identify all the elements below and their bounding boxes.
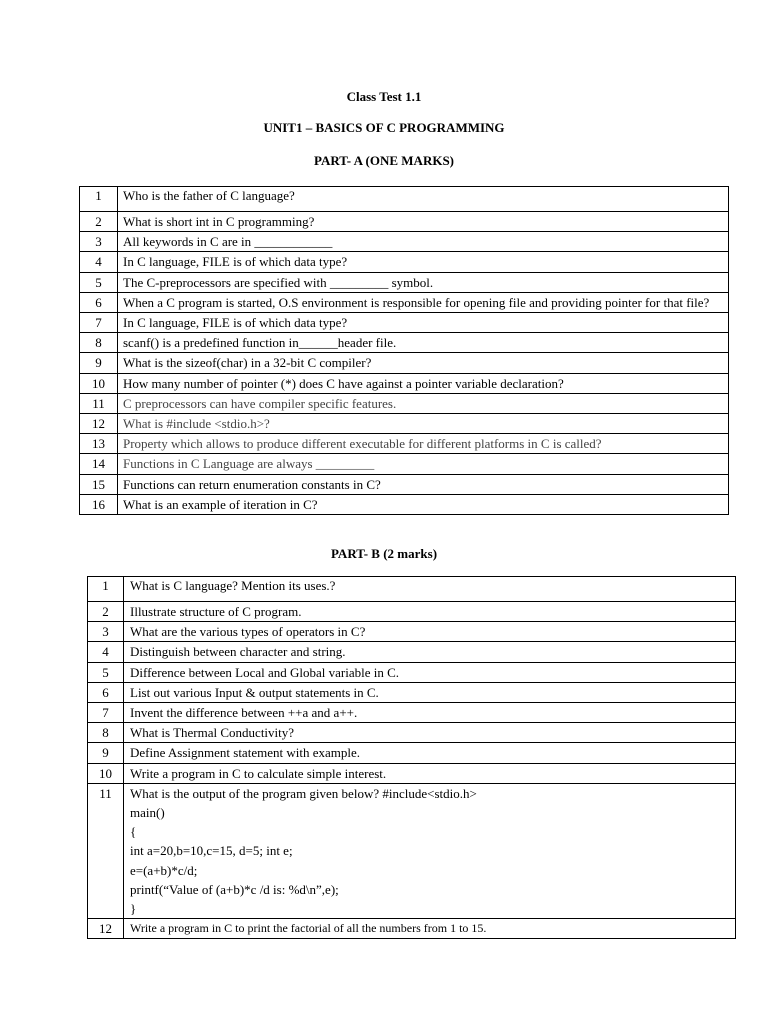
question-text: What is #include <stdio.h>? (118, 414, 729, 434)
table-row (88, 622, 736, 642)
question-number: 15 (80, 474, 118, 494)
table-row (88, 763, 736, 783)
question-number: 12 (80, 414, 118, 434)
question-text: Property which allows to produce different executable for different platforms in C is called? (118, 434, 729, 454)
page-title: Class Test 1.1 (346, 89, 422, 104)
question-text-code (124, 783, 736, 918)
table-row (88, 642, 736, 662)
question-text: C preprocessors can have compiler specific features. (118, 393, 729, 413)
question-text: Functions can return enumeration constants in C? (118, 474, 729, 494)
question-number: 9 (88, 743, 124, 763)
question-number: 7 (80, 313, 118, 333)
question-text: What is C language? Mention its uses.? (124, 577, 736, 602)
table-row (80, 333, 729, 353)
question-number: 12 (88, 919, 124, 939)
table-row (80, 393, 729, 413)
question-number: 5 (88, 662, 124, 682)
question-number: 3 (88, 622, 124, 642)
question-text: The C-preprocessors are specified with _________ symbol. (118, 272, 729, 292)
question-text: Write a program in C to calculate simple interest. (124, 763, 736, 783)
table-row (80, 272, 729, 292)
table-row (80, 232, 729, 252)
question-text: In C language, FILE is of which data type? (118, 252, 729, 272)
table-row (80, 494, 729, 514)
table-row (88, 577, 736, 602)
question-text: Functions in C Language are always _________ (118, 454, 729, 474)
table-row (80, 187, 729, 212)
table-row (88, 703, 736, 723)
part-b-heading: PART- B (2 marks) (330, 546, 438, 561)
question-text: When a C program is started, O.S environment is responsible for opening file and providing pointer for that file? (118, 292, 729, 312)
table-row (80, 454, 729, 474)
question-text: What are the various types of operators in C? (124, 622, 736, 642)
table-row (88, 919, 736, 939)
question-number: 10 (80, 373, 118, 393)
part-b-questions-table (87, 576, 736, 939)
question-text: scanf() is a predefined function in______header file. (118, 333, 729, 353)
code-line: e=(a+b)*c/d; (130, 862, 198, 878)
question-text: List out various Input & output statements in C. (124, 682, 736, 702)
question-number: 10 (88, 763, 124, 783)
question-text: What is short int in C programming? (118, 212, 729, 232)
question-number: 6 (80, 292, 118, 312)
question-text: Define Assignment statement with example. (124, 743, 736, 763)
question-number: 4 (88, 642, 124, 662)
question-number: 16 (80, 494, 118, 514)
code-line: { (130, 824, 137, 840)
question-number: 11 (88, 783, 124, 918)
table-row (88, 743, 736, 763)
table-row (80, 252, 729, 272)
question-text: Illustrate structure of C program. (124, 602, 736, 622)
table-row (80, 434, 729, 454)
question-number: 3 (80, 232, 118, 252)
table-row (80, 212, 729, 232)
question-number: 4 (80, 252, 118, 272)
table-row (80, 414, 729, 434)
question-number: 13 (80, 434, 118, 454)
table-row (88, 783, 736, 918)
code-line: } (130, 901, 137, 917)
question-number: 11 (80, 393, 118, 413)
question-number: 8 (80, 333, 118, 353)
question-line: What is the output of the program given below? #include<stdio.h> (130, 785, 477, 801)
unit-title: UNIT1 – BASICS OF C PROGRAMMING (263, 120, 505, 135)
question-number: 9 (80, 353, 118, 373)
table-row (88, 682, 736, 702)
table-row (80, 292, 729, 312)
part-a-questions-table (79, 186, 729, 515)
question-number: 1 (88, 577, 124, 602)
table-row (88, 602, 736, 622)
code-line: int a=20,b=10,c=15, d=5; int e; (130, 843, 293, 859)
question-text: What is the sizeof(char) in a 32-bit C compiler? (118, 353, 729, 373)
question-text: Difference between Local and Global variable in C. (124, 662, 736, 682)
question-number: 14 (80, 454, 118, 474)
question-text: All keywords in C are in ____________ (118, 232, 729, 252)
question-text: Distinguish between character and string. (124, 642, 736, 662)
table-row (80, 373, 729, 393)
question-number: 2 (80, 212, 118, 232)
question-text: In C language, FILE is of which data type? (118, 313, 729, 333)
question-text: Who is the father of C language? (118, 187, 729, 212)
question-number: 7 (88, 703, 124, 723)
code-line: printf(“Value of (a+b)*c /d is: %d\n”,e); (130, 881, 339, 897)
question-number: 1 (80, 187, 118, 212)
table-row (88, 723, 736, 743)
part-a-heading: PART- A (ONE MARKS) (313, 153, 455, 168)
table-row (80, 313, 729, 333)
question-number: 2 (88, 602, 124, 622)
question-number: 6 (88, 682, 124, 702)
question-text: How many number of pointer (*) does C have against a pointer variable declaration? (118, 373, 729, 393)
table-row (80, 474, 729, 494)
question-number: 5 (80, 272, 118, 292)
table-row (80, 353, 729, 373)
question-text: What is an example of iteration in C? (118, 494, 729, 514)
question-text: Write a program in C to print the factorial of all the numbers from 1 to 15. (124, 919, 736, 939)
question-text: What is Thermal Conductivity? (124, 723, 736, 743)
table-row (88, 662, 736, 682)
question-text: Invent the difference between ++a and a++. (124, 703, 736, 723)
question-number: 8 (88, 723, 124, 743)
code-line: main() (130, 805, 165, 821)
